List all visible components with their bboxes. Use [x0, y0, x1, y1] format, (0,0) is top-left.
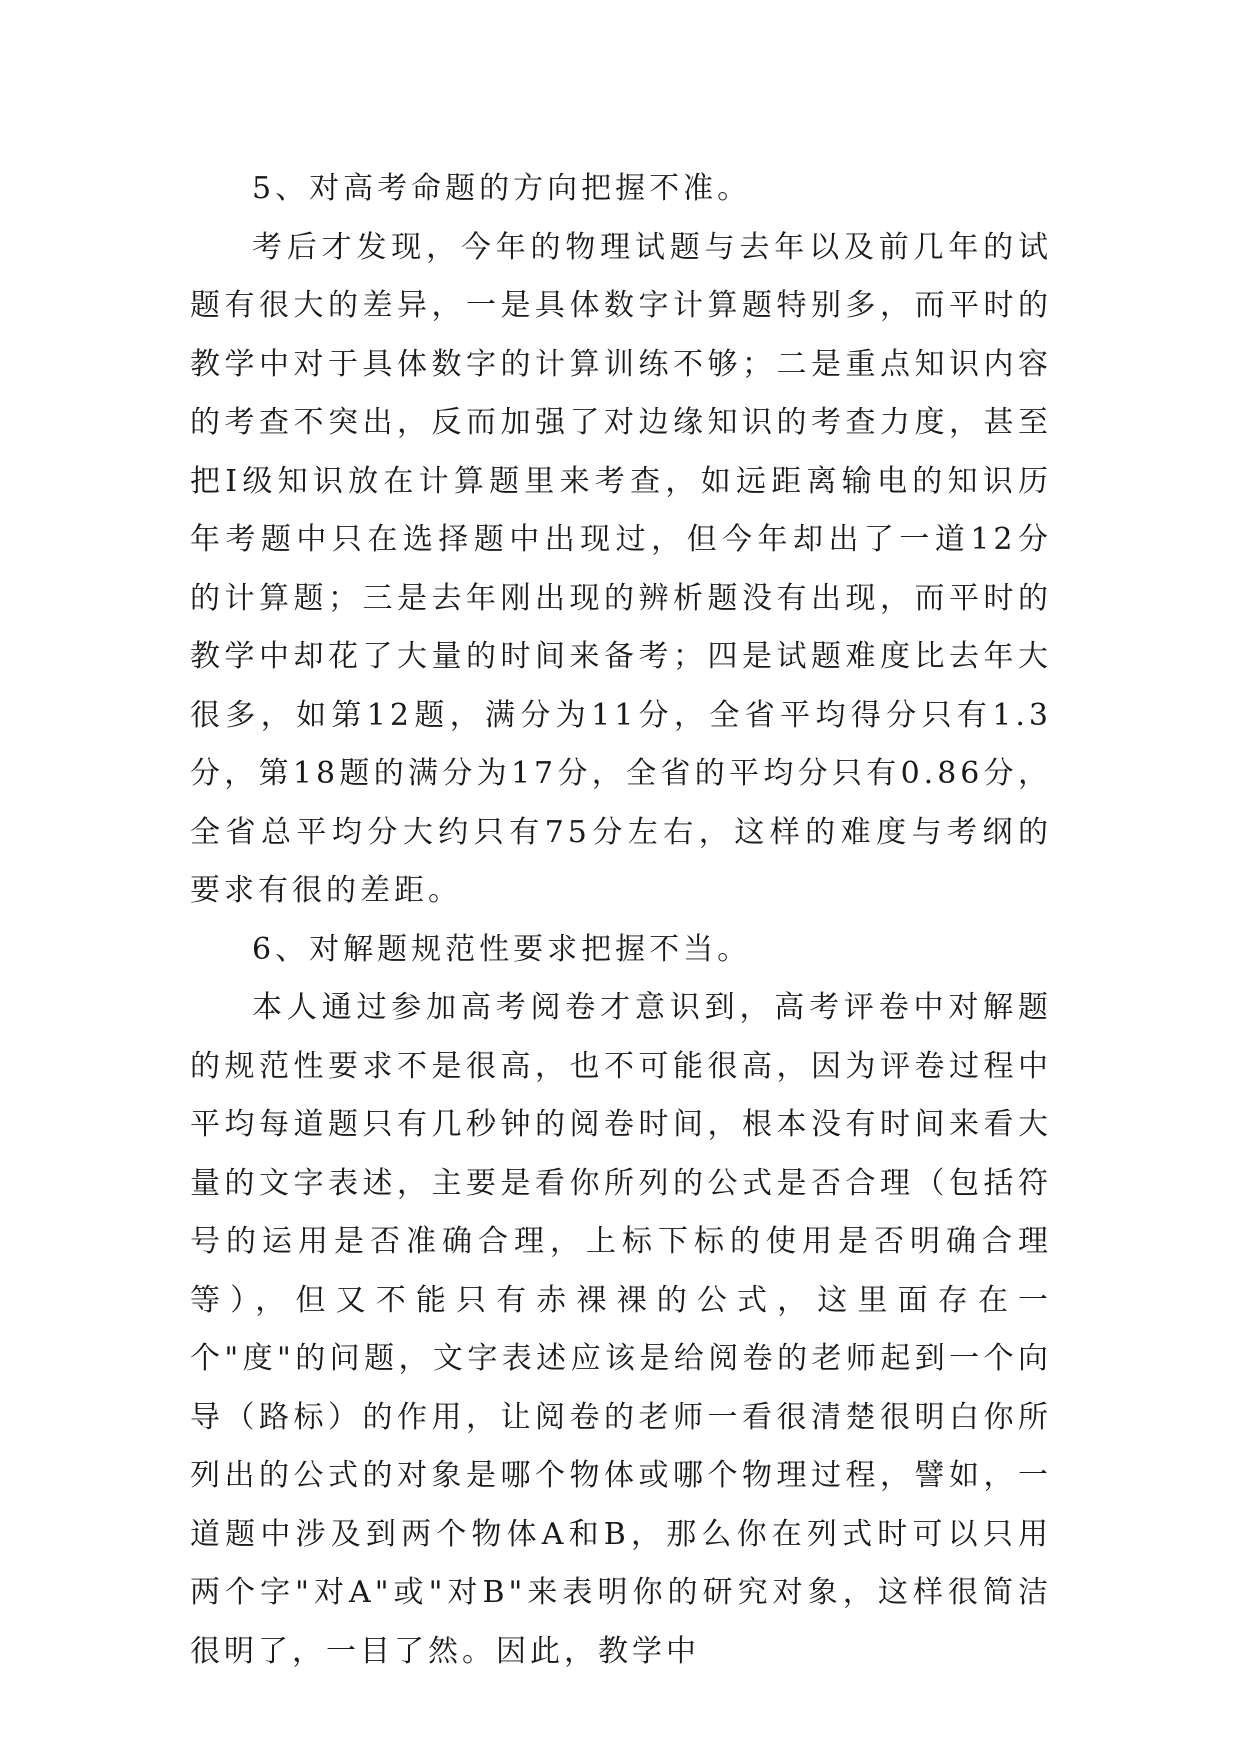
paragraph: 考后才发现，今年的物理试题与去年以及前几年的试题有很大的差异，一是具体数字计算题特别多，而平时的教学中对于具体数字的计算训练不够；二是重点知识内容的考查不突出，反而加强了对边缘知识的考查力度，甚至把Ⅰ级知识放在计算题里来考查，如远距离输电的知识历年考题中只在选择题中出现过，但今年却出了一道12分的计算题；三是去年刚出现的辨析题没有出现，而平时的教学中却花了大量的时间来备考；四是试题难度比去年大很多，如第12题，满分为11分，全省平均得分只有1.3分，第18题的满分为17分，全省的平均分只有0.86分，全省总平均分大约只有75分左右，这样的难度与考纲的要求有很的差距。: [190, 229, 1052, 908]
document-body: [190, 160, 1052, 1681]
paragraph-heading-5: 5、对高考命题的方向把握不准。: [252, 171, 752, 206]
paragraph: 本人通过参加高考阅卷才意识到，高考评卷中对解题的规范性要求不是很高，也不可能很高，因为评卷过程中平均每道题只有几秒钟的阅卷时间，根本没有时间来看大量的文字表述，主要是看你所列的公式是否合理（包括符号的运用是否准确合理，上标下标的使用是否明确合理等），但又不能只有赤裸裸的公式，这里面存在一个"度"的问题，文字表述应该是给阅卷的老师起到一个向导（路标）的作用，让阅卷的老师一看很清楚很明白你所列出的公式的对象是哪个物体或哪个物理过程，譬如，一道题中涉及到两个物体A和B，那么你在列式时可以只用两个字"对A"或"对B"来表明你的研究对象，这样很简洁很明了，一目了然。因此，教学中: [190, 990, 1052, 1669]
paragraph-heading-6: 6、对解题规范性要求把握不当。: [252, 931, 752, 967]
